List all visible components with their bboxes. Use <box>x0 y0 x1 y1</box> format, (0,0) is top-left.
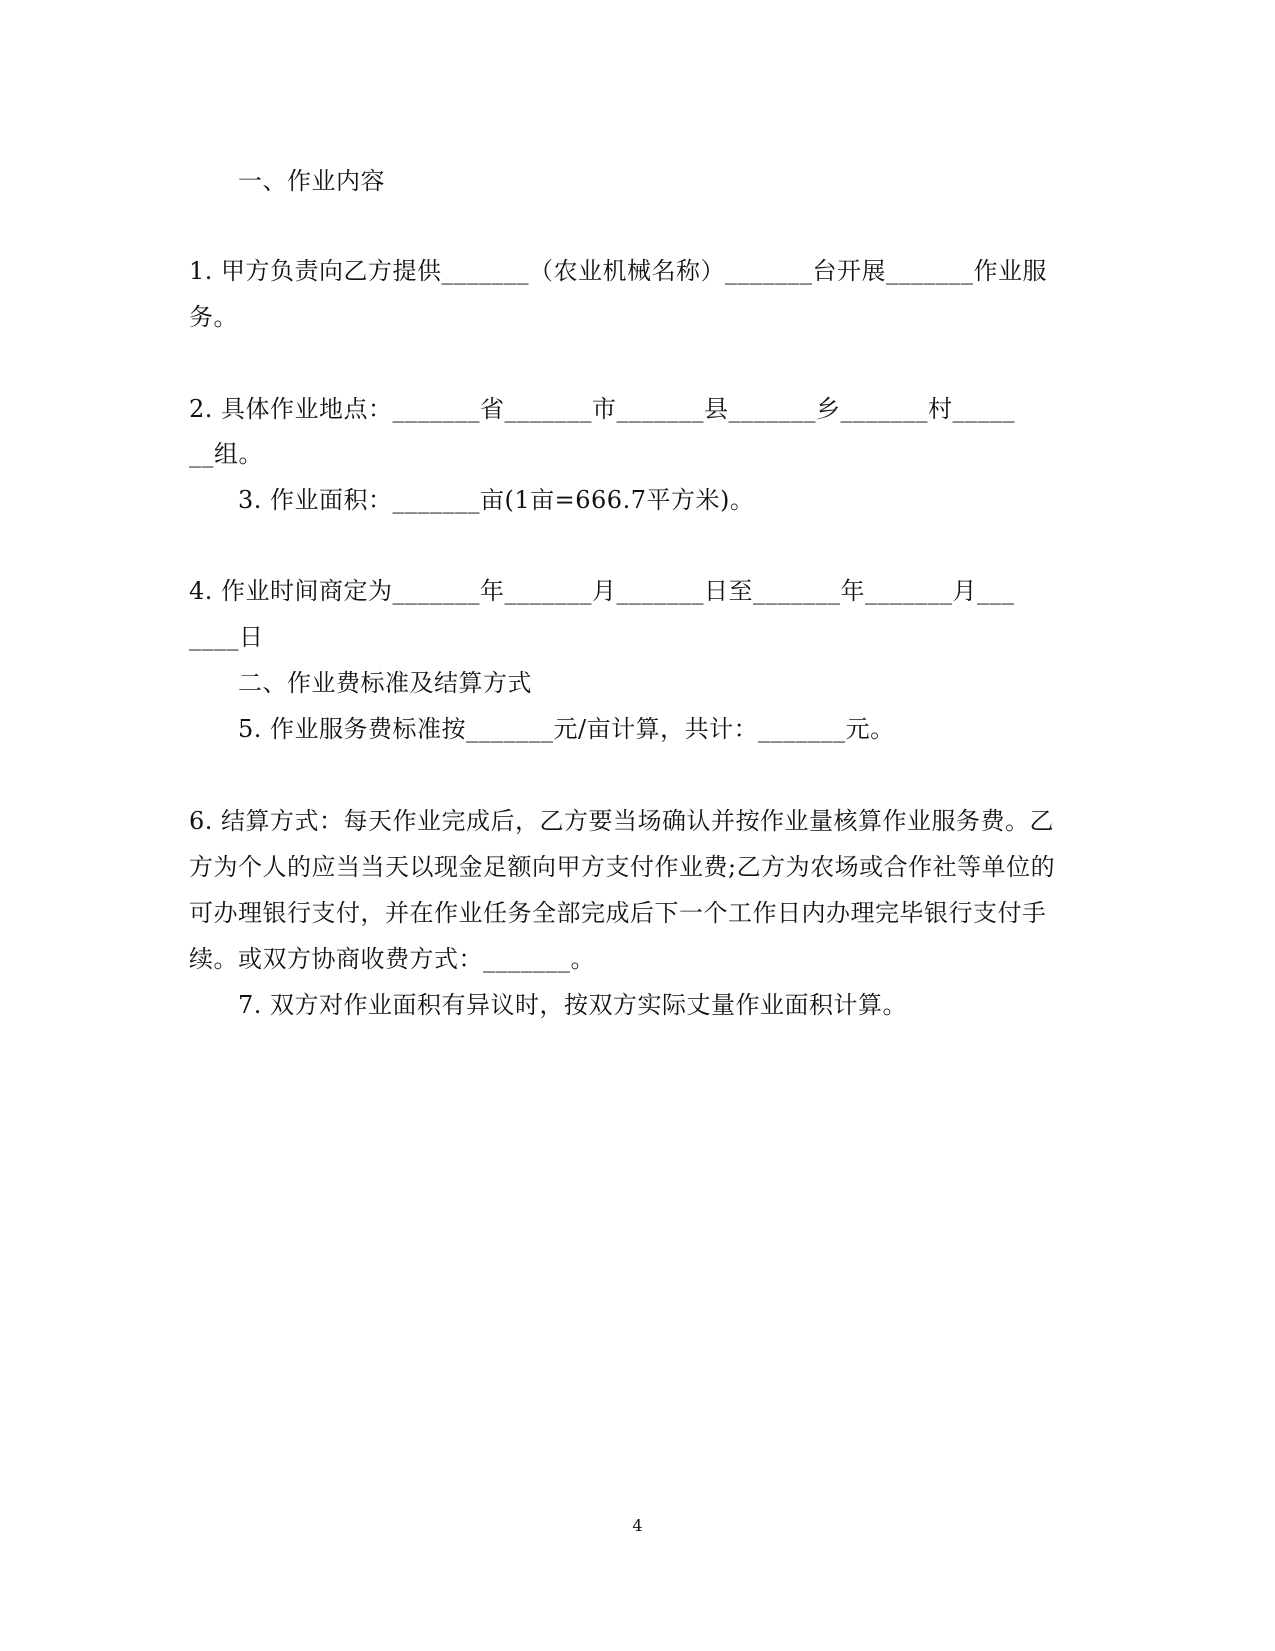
clause-4-line-1: 4. 作业时间商定为_______年_______月_______日至_______年_______月___ <box>189 577 1015 605</box>
clause-5: 5. 作业服务费标准按_______元/亩计算，共计：_______元。 <box>238 715 895 743</box>
page-number: 4 <box>632 1516 643 1535</box>
clause-6-line-4: 续。或双方协商收费方式：_______。 <box>189 945 595 973</box>
clause-1-line-2: 务。 <box>189 303 238 331</box>
clause-7: 7. 双方对作业面积有异议时，按双方实际丈量作业面积计算。 <box>238 991 908 1019</box>
section-heading-fees: 二、作业费标准及结算方式 <box>238 669 532 697</box>
clause-6-line-3: 可办理银行支付，并在作业任务全部完成后下一个工作日内办理完毕银行支付手 <box>189 899 1047 927</box>
clause-1-line-1: 1. 甲方负责向乙方提供_______（农业机械名称）_______台开展_______作业服 <box>189 257 1048 285</box>
clause-3: 3. 作业面积：_______亩(1亩=666.7平方米)。 <box>238 486 755 514</box>
section-heading-work-content: 一、作业内容 <box>238 167 385 195</box>
clause-6-line-2: 方为个人的应当当天以现金足额向甲方支付作业费;乙方为农场或合作社等单位的 <box>189 853 1056 881</box>
clause-2-line-2: __组。 <box>189 440 263 468</box>
clause-6-line-1: 6. 结算方式：每天作业完成后，乙方要当场确认并按作业量核算作业服务费。乙 <box>189 807 1055 835</box>
clause-2-line-1: 2. 具体作业地点：_______省_______市_______县_______乡_______村_____ <box>189 395 1016 423</box>
clause-4-line-2: ____日 <box>189 623 264 651</box>
